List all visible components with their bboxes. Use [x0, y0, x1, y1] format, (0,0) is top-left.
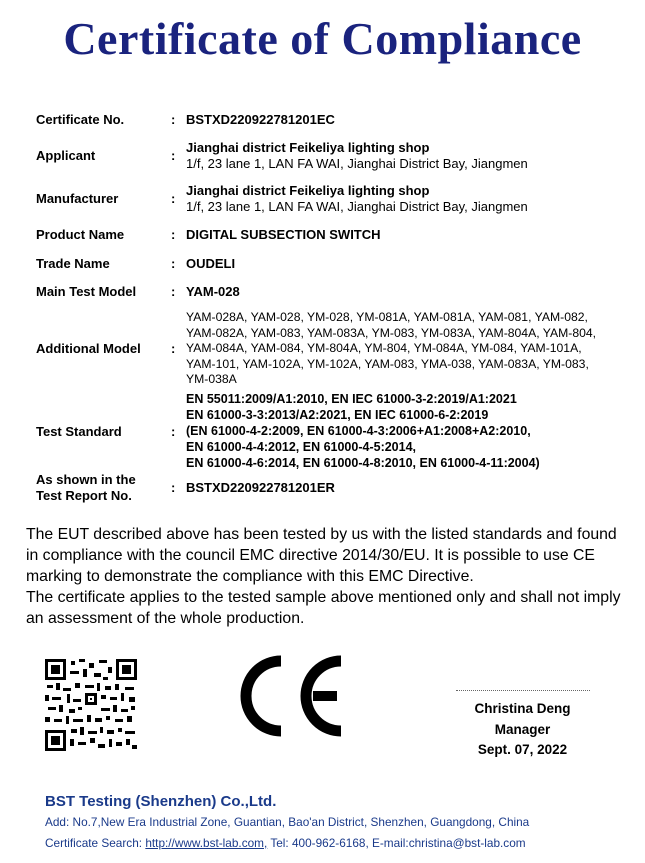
signatory-date: Sept. 07, 2022 — [477, 742, 568, 757]
field-label: Test Standard — [36, 424, 122, 439]
field-label: Test Report No. — [36, 488, 132, 503]
field-colon: : — [171, 112, 176, 127]
field-label: Trade Name — [36, 256, 110, 271]
standard-line: (EN 61000-4-2:2009, EN 61000-4-3:2006+A1:2008+A2:2010, — [186, 424, 531, 438]
field-label: Additional Model — [36, 341, 141, 356]
signatory-title: Manager — [494, 722, 551, 737]
ce-mark-icon — [237, 655, 345, 737]
field-value: BSTXD220922781201EC — [186, 112, 335, 127]
applicant-name: Jianghai district Feikeliya lighting shop — [186, 140, 430, 155]
model-line: YAM-084A, YAM-084, YM-804A, YM-804, YM-084A, YM-084, YAM-101A, — [186, 341, 582, 355]
statement-line: in compliance with the council EMC directive 2014/30/EU. It is possible to use CE — [26, 547, 595, 564]
statement-line: The certificate applies to the tested sample above mentioned only and shall not imply — [26, 589, 621, 606]
field-colon: : — [171, 424, 176, 439]
field-label: Product Name — [36, 227, 125, 242]
field-value: OUDELI — [186, 256, 236, 271]
statement-line: The EUT described above has been tested by us with the listed standards and found — [26, 526, 617, 543]
field-label: Manufacturer — [36, 191, 119, 206]
certificate-search — [45, 836, 526, 850]
statement-line: an assessment of the whole production. — [26, 610, 305, 627]
contact-info: Tel: 400-962-6168, E-mail:christina@bst-lab.com — [267, 836, 526, 850]
issuer-address: Add: No.7,New Era Industrial Zone, Guantian, Bao'an District, Shenzhen, Guangdong, China — [45, 815, 530, 829]
field-label: As shown in the — [36, 472, 136, 487]
field-colon: : — [171, 341, 176, 356]
field-colon: : — [171, 480, 176, 495]
field-label: Main Test Model — [36, 284, 137, 299]
field-value: DIGITAL SUBSECTION SWITCH — [186, 227, 381, 242]
qr-code-icon — [45, 659, 137, 751]
statement-line: marking to demonstrate the compliance with this EMC Directive. — [26, 568, 474, 585]
website-link[interactable]: http://www.bst-lab.com, — [145, 836, 268, 850]
field-colon: : — [171, 227, 176, 242]
field-colon: : — [171, 256, 176, 271]
standard-line: EN 61000-3-3:2013/A2:2021, EN IEC 61000-6-2:2019 — [186, 408, 489, 422]
compliance-statement — [26, 524, 636, 629]
field-colon: : — [171, 148, 176, 163]
manufacturer-name: Jianghai district Feikeliya lighting shop — [186, 183, 430, 198]
standard-line: EN 61000-4-6:2014, EN 61000-4-8:2010, EN 61000-4-11:2004) — [186, 456, 540, 470]
search-prefix: Certificate Search: — [45, 836, 146, 850]
signature-line — [456, 690, 590, 691]
model-line: YAM-028A, YAM-028, YM-028, YM-081A, YAM-081A, YAM-081, YAM-082, — [186, 310, 588, 324]
model-line: YAM-082A, YAM-083, YAM-083A, YM-083, YM-083A, YAM-804A, YAM-804, — [186, 325, 597, 340]
field-label: Certificate No. — [36, 112, 125, 127]
manufacturer-address: 1/f, 23 lane 1, LAN FA WAI, Jianghai District Bay, Jiangmen — [186, 199, 528, 214]
model-line: YAM-101, YAM-102A, YM-102A, YAM-083, YMA-038, YAM-083A, YM-083, — [186, 356, 589, 371]
field-colon: : — [171, 284, 176, 299]
standard-line: EN 55011:2009/A1:2010, EN IEC 61000-3-2:2019/A1:2021 — [186, 392, 517, 406]
applicant-address: 1/f, 23 lane 1, LAN FA WAI, Jianghai District Bay, Jiangmen — [186, 156, 528, 171]
field-value: YAM-028 — [186, 284, 240, 299]
signatory-name: Christina Deng — [474, 701, 571, 716]
field-colon: : — [171, 191, 176, 206]
standard-line: EN 61000-4-4:2012, EN 61000-4-5:2014, — [186, 440, 417, 454]
field-value: BSTXD220922781201ER — [186, 480, 335, 495]
issuer-company: BST Testing (Shenzhen) Co.,Ltd. — [45, 793, 277, 810]
certificate-title: Certificate of Compliance — [63, 13, 582, 64]
field-label: Applicant — [36, 148, 96, 163]
model-line: YM-038A — [186, 372, 237, 386]
